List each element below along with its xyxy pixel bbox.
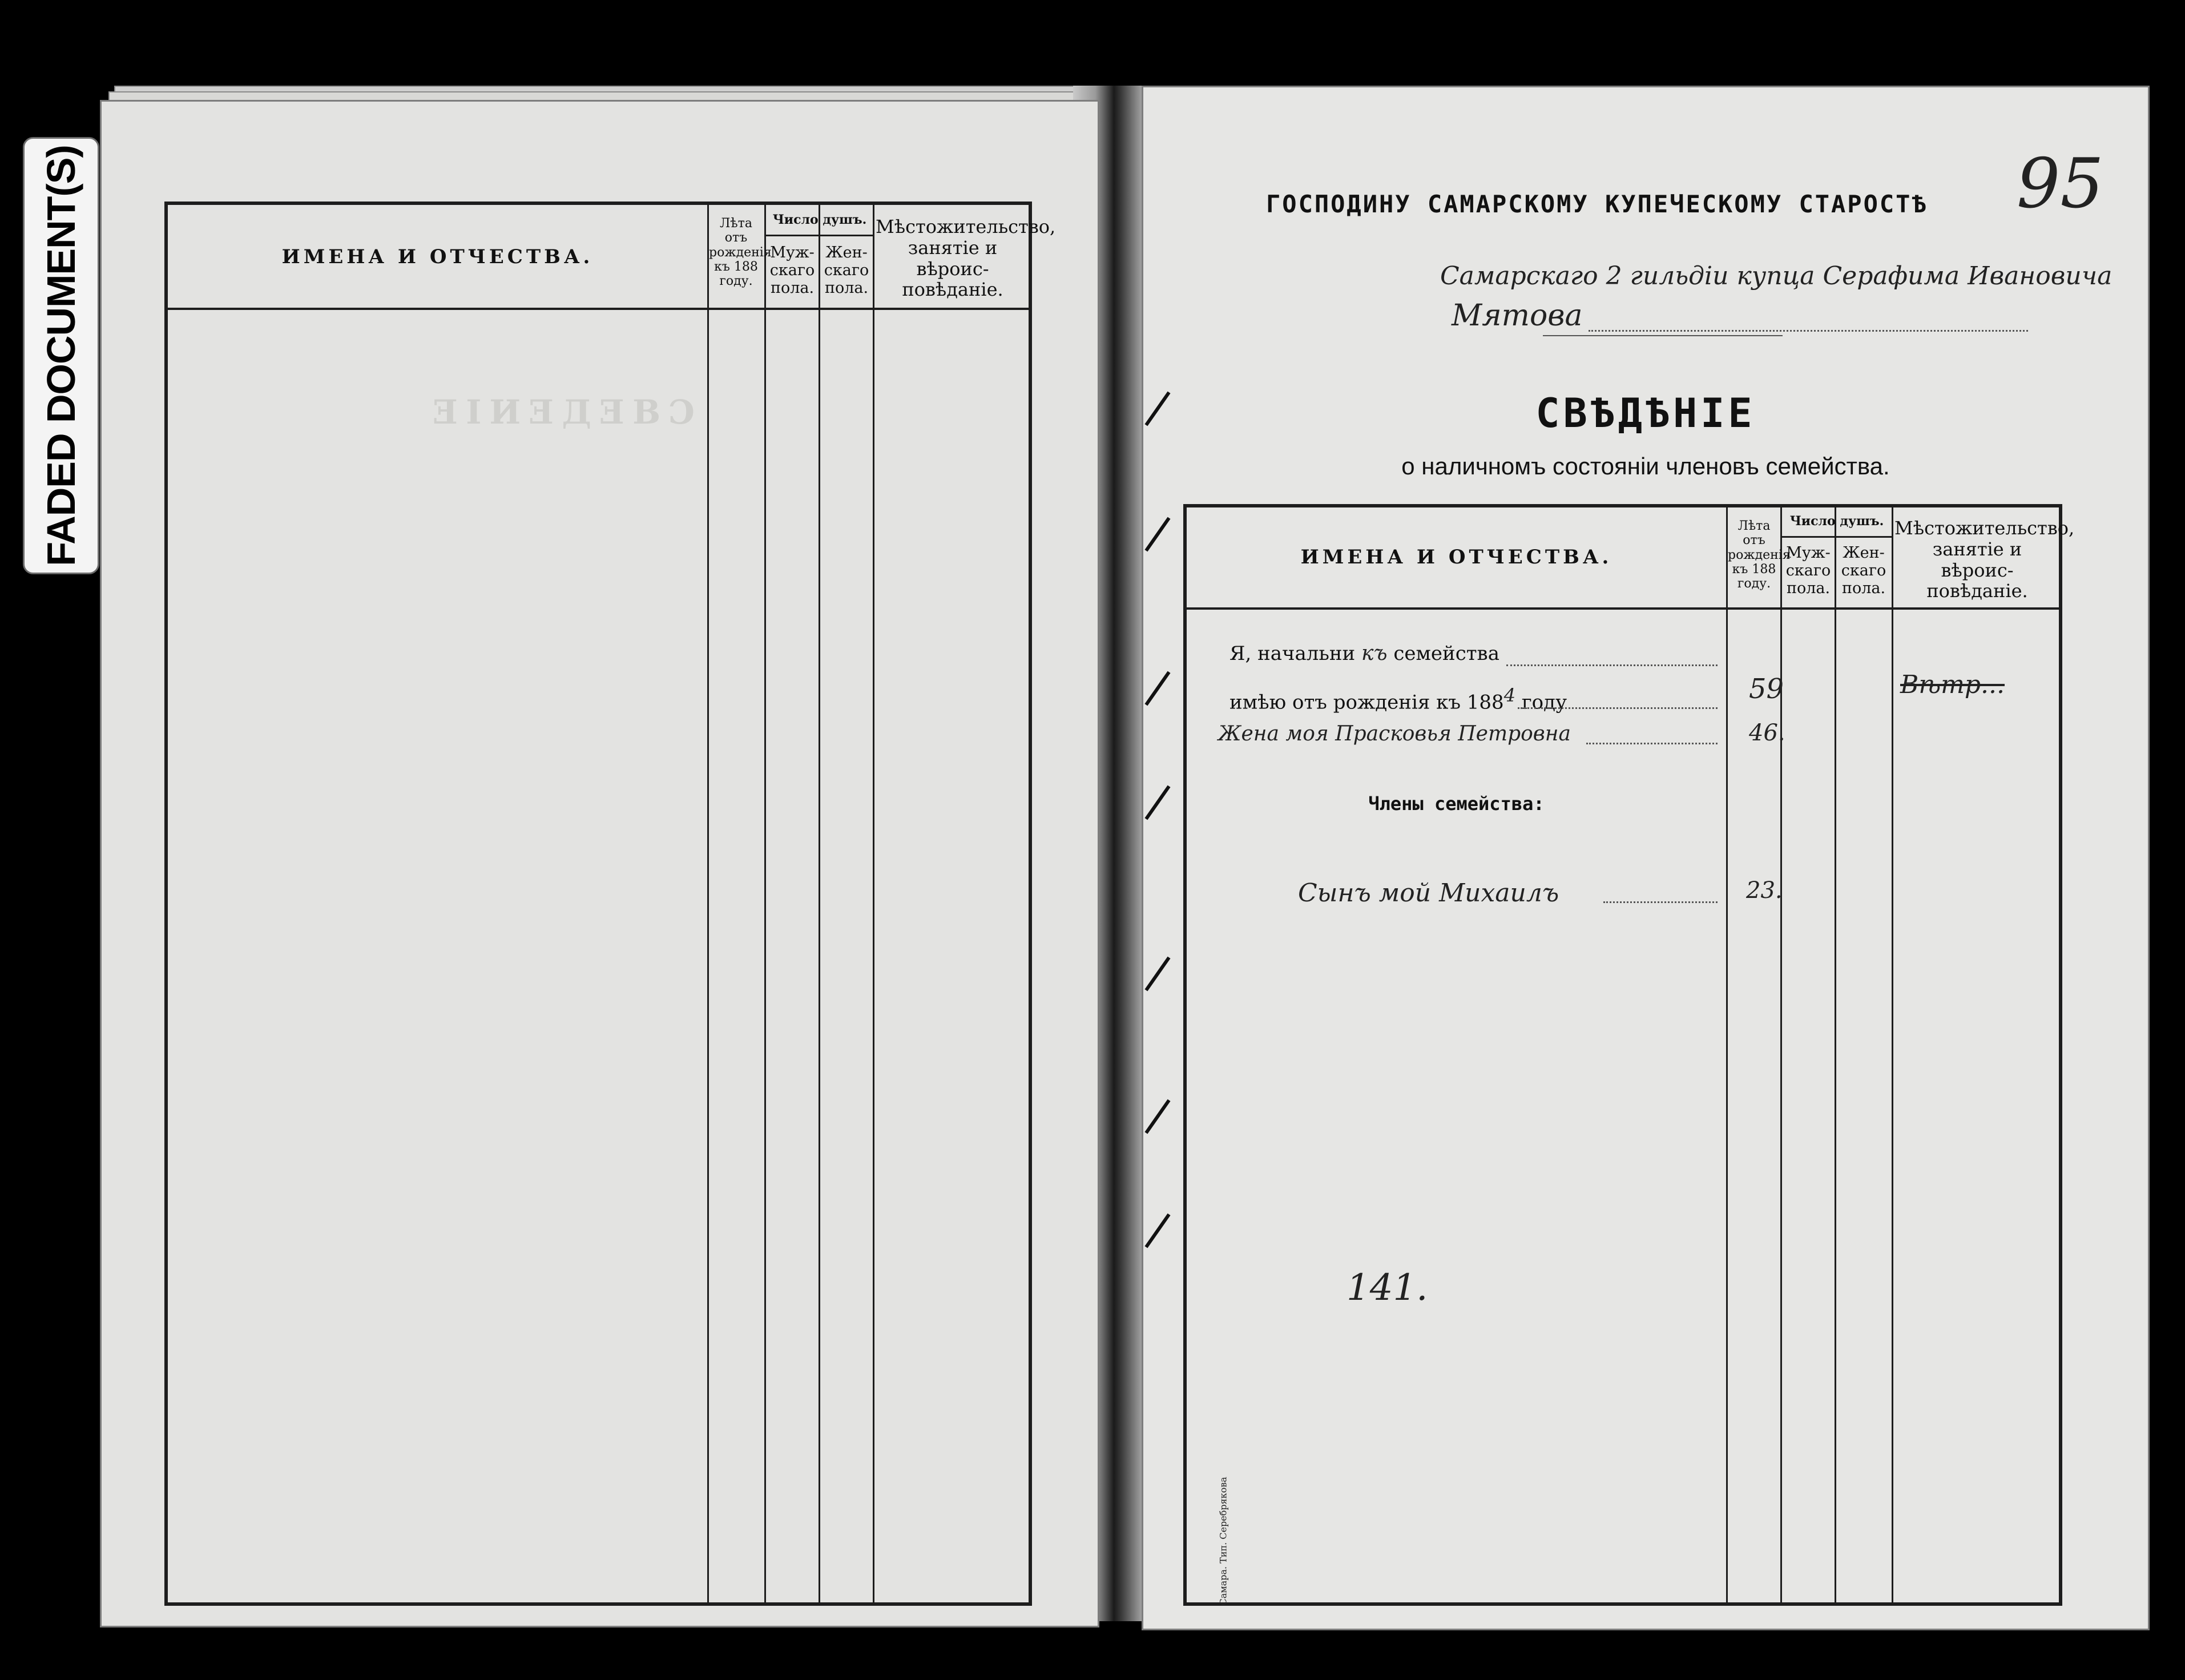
left-col-divider-1 [707, 205, 709, 1602]
head-line-1 [1229, 642, 1499, 665]
surname: Мятова [1452, 299, 1583, 333]
faded-document-tab [23, 137, 99, 574]
left-table-header-divider [168, 308, 1029, 310]
margin-tick-4 [1144, 785, 1170, 820]
son-line-dots [1603, 901, 1718, 903]
head-line-1-hand: къ [1361, 642, 1388, 665]
surname-underline [1543, 335, 1783, 336]
left-header-age: Лѣта отъ рожденія къ 188 году. [709, 216, 772, 289]
head-line-2-printed: имѣю отъ рожденія къ 188 [1229, 691, 1504, 714]
left-header-names: ИМЕНА И ОТЧЕСТВА. [281, 245, 594, 268]
head-line-2-dots [1518, 707, 1718, 709]
margin-tick-7 [1144, 1214, 1170, 1248]
document-title: СВѢДѢНІЕ [1535, 390, 1756, 437]
margin-tick-3 [1144, 671, 1170, 706]
head-line-1-suffix: семейства [1393, 642, 1499, 665]
members-col-divider-3 [1835, 507, 1836, 1602]
bleed-through-title: ƎIИƎДƎВƆ [433, 393, 703, 432]
members-label: Члены семейства: [1368, 793, 1545, 815]
margin-tick-5 [1144, 957, 1170, 992]
members-header-souls: Число душъ. [1789, 514, 1884, 529]
archive-number: 141. [1347, 1267, 1428, 1309]
left-col-divider-2 [764, 205, 766, 1602]
left-header-male: Муж-скаго пола. [769, 244, 815, 297]
head-line-2-hand: 4 [1503, 684, 1516, 706]
folio-number: 95 [2017, 144, 2104, 224]
members-header-age: Лѣта отъ рожденія къ 188 году. [1728, 519, 1791, 591]
left-table [164, 202, 1056, 1606]
members-table [1183, 504, 2075, 1606]
margin-tick-2 [1144, 517, 1170, 552]
members-col-divider-4 [1892, 507, 1893, 1602]
left-header-residence: Мѣстожительство, занятіе и вѣроис-повѣданіе. [876, 216, 1056, 301]
head-line-1-dots [1506, 664, 1718, 666]
members-header-names: ИМЕНА И ОТЧЕСТВА. [1300, 546, 1612, 569]
left-header-souls: Число душъ. [772, 212, 867, 227]
left-header-female: Жен-скаго пола. [824, 244, 869, 297]
right-page [1142, 86, 2150, 1630]
from-line: Самарскаго 2 гильдіи купца Серафима Ивановича [1440, 261, 2113, 291]
head-age: 59 [1749, 673, 1784, 705]
members-header-residence: Мѣстожительство, занятіе и вѣроис-повѣданіе. [1894, 517, 2075, 602]
addressee-line: ГОСПОДИНУ САМАРСКОМУ КУПЕЧЕСКОМУ СТАРОСТѢ [1266, 190, 1928, 218]
wife-line-dots [1586, 743, 1718, 744]
left-page [100, 100, 1099, 1627]
from-line-dotted [1589, 330, 2028, 332]
wife-age: 46. [1749, 720, 1785, 746]
members-col-divider-1 [1726, 507, 1728, 1602]
wife-line: Жена моя Прасковья Петровна [1218, 722, 1571, 746]
members-header-divider [1187, 607, 2059, 610]
head-line-2 [1229, 684, 1567, 714]
left-col-divider-4 [873, 205, 874, 1602]
son-line: Сынъ мой Михаилъ [1298, 879, 1559, 908]
members-header-female: Жен-скаго пола. [1841, 544, 1886, 598]
printer-imprint: Самара. Тип. Серебрякова [1218, 1477, 1229, 1606]
head-line-2-suffix: году [1521, 691, 1567, 714]
left-col-divider-3 [819, 205, 820, 1602]
left-souls-subline [764, 235, 873, 236]
members-souls-subline [1780, 536, 1892, 538]
son-age: 23. [1746, 877, 1783, 904]
margin-tick-6 [1144, 1099, 1170, 1134]
members-col-divider-2 [1780, 507, 1782, 1602]
head-line-1-printed: Я, начальни [1229, 642, 1356, 665]
document-subtitle: о наличномъ состояніи членовъ семейства. [1401, 453, 1890, 480]
residence-note: Вѣтр... [1900, 670, 2005, 699]
faded-document-label: FADED DOCUMENT(S) [39, 145, 83, 566]
members-header-male: Муж-скаго пола. [1785, 544, 1831, 598]
